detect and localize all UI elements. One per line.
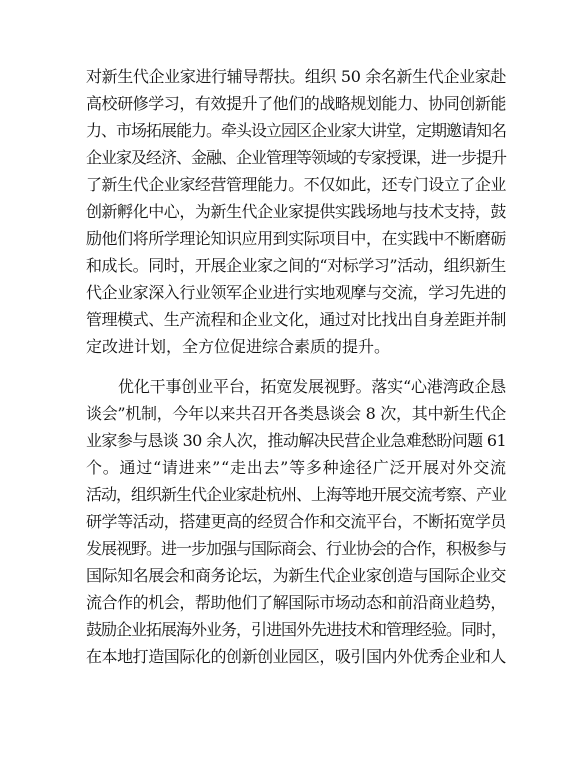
text-line: 对新生代企业家进行辅导帮扶。组织 50 余名新生代企业家赴 [86, 67, 506, 86]
text-line: 发展视野。进一步加强与国际商会、行业协会的合作，积极参与 [86, 539, 506, 558]
text-line: 个。通过“请进来”“走出去”等多种途径广泛开展对外交流 [86, 458, 507, 477]
text-line: 业家参与恳谈 30 余人次，推动解决民营企业急难愁盼问题 61 [86, 431, 506, 450]
text-line: 谈会”机制，今年以来共召开各类恳谈会 8 次，其中新生代企 [86, 404, 506, 423]
text-line: 代企业家深入行业领军企业进行实地观摩与交流，学习先进的 [86, 283, 506, 302]
text-line: 定改进计划，全方位促进综合素质的提升。 [86, 337, 391, 356]
paragraph-platform-optimization [86, 373, 506, 670]
text-line: 励他们将所学理论知识应用到实际项目中，在实践中不断磨砺 [86, 229, 506, 248]
text-line: 研学等活动，搭建更高的经贸合作和交流平台，不断拓宽学员 [86, 512, 506, 531]
text-line: 管理模式、生产流程和企业文化，通过对比找出自身差距并制 [86, 310, 506, 329]
paragraph-talent-training [86, 63, 506, 360]
text-line: 活动，组织新生代企业家赴杭州、上海等地开展交流考察、产业 [86, 485, 506, 504]
text-line: 了新生代企业家经营管理能力。不仅如此，还专门设立了企业 [86, 175, 506, 194]
text-line: 企业家及经济、金融、企业管理等领域的专家授课，进一步提升 [86, 148, 506, 167]
text-line: 流合作的机会，帮助他们了解国际市场动态和前沿商业趋势， [86, 593, 506, 612]
text-line-first: 优化干事创业平台，拓宽发展视野。落实“心港湾政企恳 [118, 377, 506, 396]
text-line: 高校研修学习，有效提升了他们的战略规划能力、协同创新能 [86, 94, 506, 113]
text-line: 和成长。同时，开展企业家之间的“对标学习”活动，组织新生 [86, 256, 506, 275]
text-line: 力、市场拓展能力。牵头设立园区企业家大讲堂，定期邀请知名 [86, 121, 506, 140]
text-line: 在本地打造国际化的创新创业园区，吸引国内外优秀企业和人 [86, 647, 506, 666]
text-line: 鼓励企业拓展海外业务，引进国外先进技术和管理经验。同时， [86, 620, 506, 639]
text-line: 国际知名展会和商务论坛，为新生代企业家创造与国际企业交 [86, 566, 506, 585]
text-line: 创新孵化中心，为新生代企业家提供实践场地与技术支持，鼓 [86, 202, 506, 221]
